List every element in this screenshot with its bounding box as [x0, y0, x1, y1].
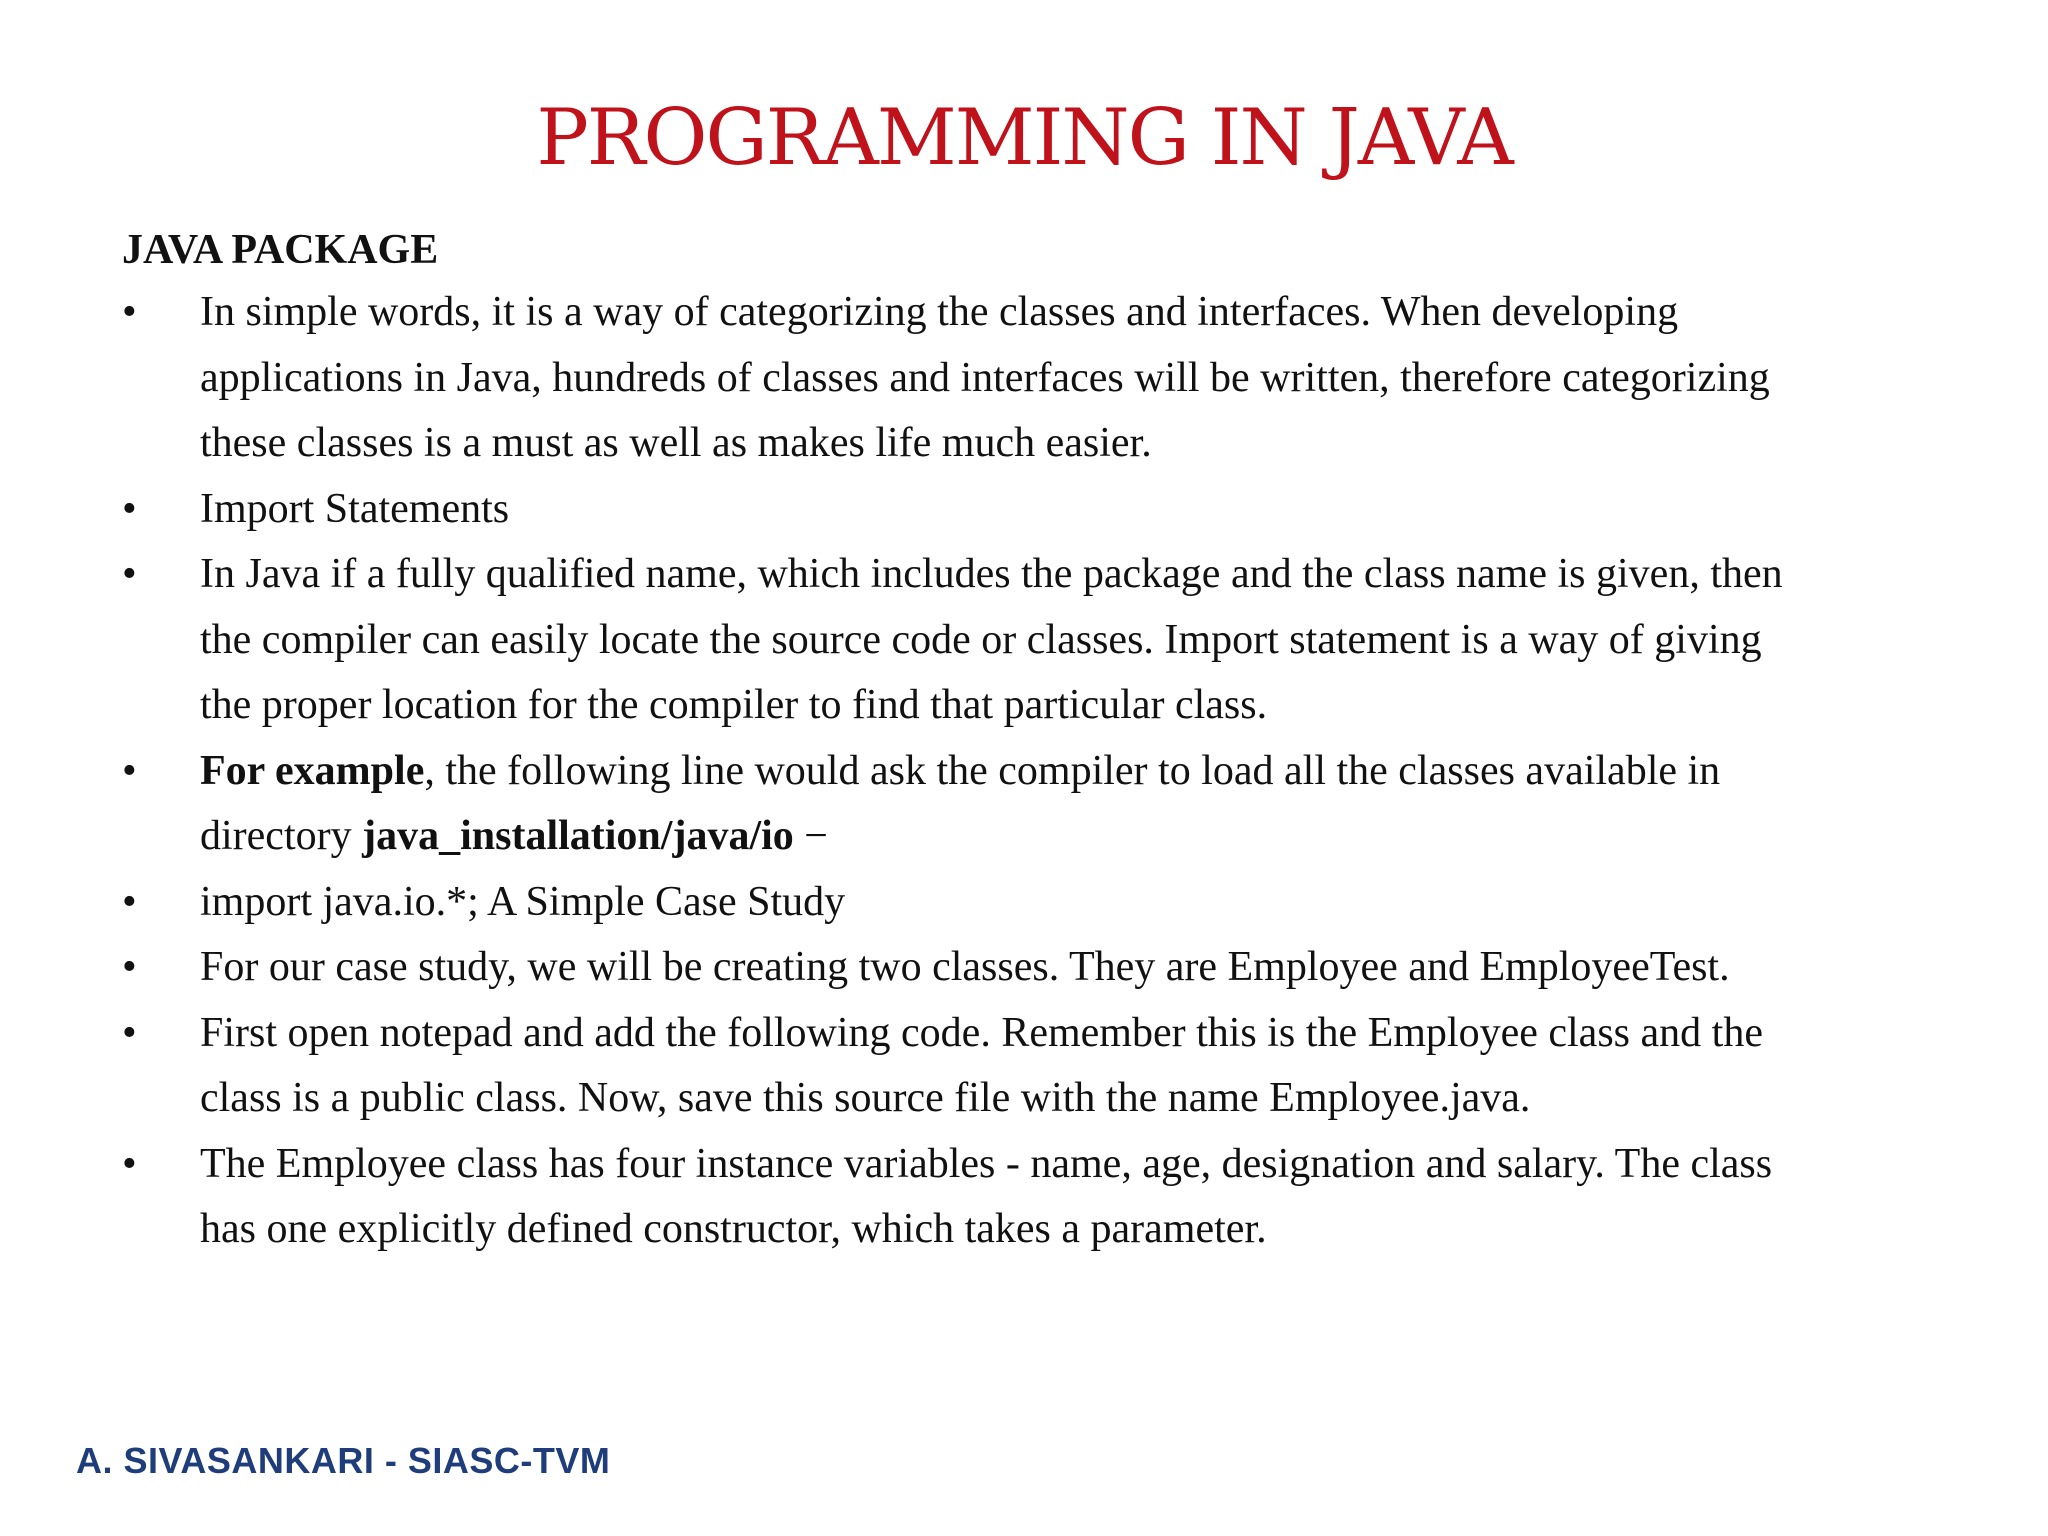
bullet-text-line: applications in Java, hundreds of classes and interfaces will be written, therefore categorizing	[200, 354, 1770, 401]
bullet-icon: •	[122, 747, 137, 794]
bullet-item	[0, 870, 2048, 936]
bullet-text-line: First open notepad and add the following code. Remember this is the Employee class and the	[200, 1009, 1763, 1056]
directory-path-text: java_installation/java/io	[362, 813, 794, 859]
bullet-item	[0, 1132, 2048, 1263]
bullet-text-line: In Java if a fully qualified name, which includes the package and the class name is given, then	[200, 551, 1783, 597]
slide-title: PROGRAMMING IN JAVA	[536, 93, 1512, 183]
bullet-text-fragment: , the following line would ask the compiler to load all the classes available in	[424, 747, 1721, 794]
bullet-text-line: Import Statements	[200, 485, 510, 532]
bullet-text-line: has one explicitly defined constructor, which takes a parameter.	[200, 1206, 1267, 1252]
bullet-text-line: the proper location for the compiler to find that particular class.	[200, 682, 1268, 728]
bullet-icon: •	[122, 289, 137, 335]
section-heading: JAVA PACKAGE	[122, 227, 439, 273]
bullet-text-line	[200, 739, 2008, 805]
bullet-icon: •	[122, 1140, 137, 1187]
bullet-item	[0, 542, 2048, 739]
bullet-item	[0, 280, 2048, 477]
bullet-text-line	[200, 804, 2008, 870]
bullet-icon: •	[122, 1009, 137, 1056]
bullet-icon: •	[122, 551, 137, 597]
bullet-text-fragment: −	[793, 813, 828, 859]
bullet-text-line: these classes is a must as well as makes life much easier.	[200, 420, 1152, 466]
bullet-text-line: For our case study, we will be creating two classes. They are Employee and EmployeeTest.	[200, 944, 1730, 990]
bullet-item	[0, 739, 2048, 870]
bullet-icon: •	[122, 878, 137, 925]
bullet-icon: •	[122, 485, 137, 532]
bullet-text-line: In simple words, it is a way of categorizing the classes and interfaces. When developing	[200, 289, 1679, 335]
bullet-icon: •	[122, 944, 137, 990]
author-footer: A. SIVASANKARI - SIASC-TVM	[76, 1440, 611, 1481]
bullet-item	[0, 1001, 2048, 1132]
bullet-text-line: the compiler can easily locate the source code or classes. Import statement is a way of giving	[200, 616, 1762, 663]
bullet-text-line: The Employee class has four instance variables - name, age, designation and salary. The class	[200, 1140, 1773, 1187]
bullet-item	[0, 477, 2048, 543]
bold-lead-text: For example	[200, 747, 425, 794]
bullet-text-fragment: directory	[200, 813, 363, 859]
bullet-list	[0, 280, 2048, 1263]
bullet-text-line: import java.io.*; A Simple Case Study	[200, 878, 846, 925]
bullet-text-line: class is a public class. Now, save this source file with the name Employee.java.	[200, 1075, 1531, 1121]
bullet-item	[0, 935, 2048, 1001]
